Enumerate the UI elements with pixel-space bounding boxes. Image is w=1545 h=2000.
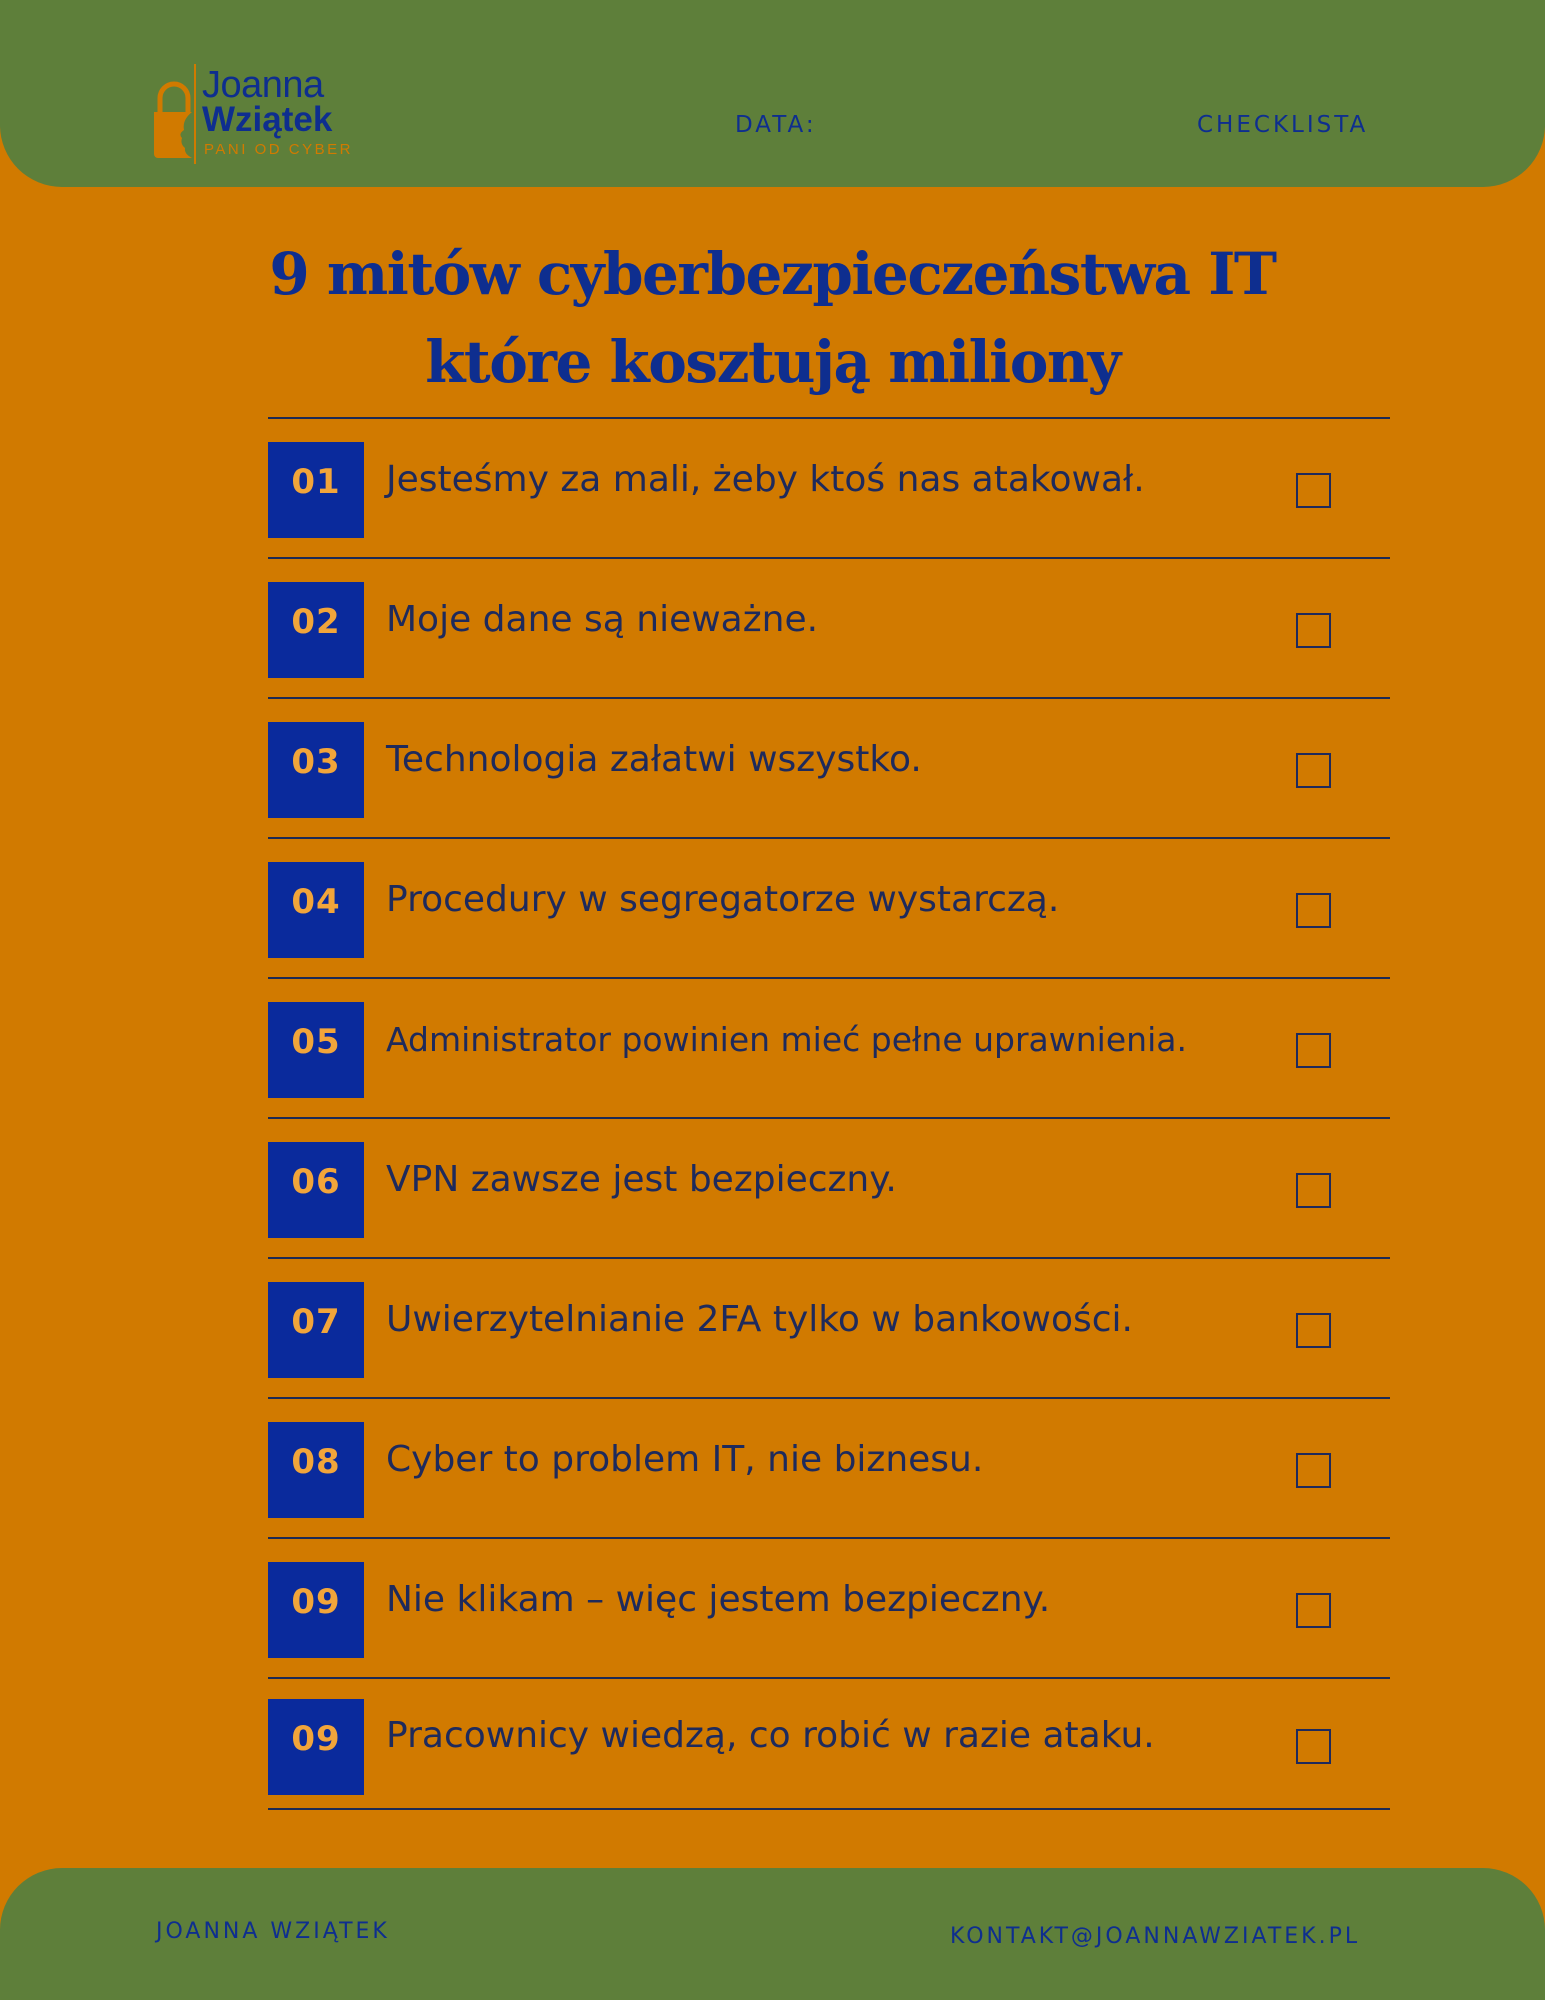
logo-divider bbox=[194, 64, 196, 164]
logo-last-name: Wziątek bbox=[202, 100, 333, 139]
item-text: Nie klikam – więc jestem bezpieczny. bbox=[386, 1579, 1051, 1620]
checklist-item bbox=[268, 1119, 1390, 1257]
item-number-badge: 03 bbox=[268, 722, 364, 818]
item-number-badge: 04 bbox=[268, 862, 364, 958]
item-text: Administrator powinien mieć pełne uprawnienia. bbox=[386, 1020, 1187, 1059]
item-number-badge: 02 bbox=[268, 582, 364, 678]
checklist-item bbox=[268, 1259, 1390, 1397]
item-number-badge: 09 bbox=[268, 1699, 364, 1795]
item-number-badge: 07 bbox=[268, 1282, 364, 1378]
item-text: VPN zawsze jest bezpieczny. bbox=[386, 1159, 897, 1200]
item-text: Uwierzytelnianie 2FA tylko w bankowości. bbox=[386, 1299, 1133, 1340]
logo-first-name: Joanna bbox=[202, 64, 324, 106]
padlock-face-icon bbox=[152, 72, 194, 162]
checklist-item bbox=[268, 559, 1390, 697]
checklist-item bbox=[268, 1539, 1390, 1677]
checkbox[interactable] bbox=[1296, 893, 1331, 928]
checklist-item bbox=[268, 1679, 1390, 1808]
checklist-item bbox=[268, 699, 1390, 837]
checkbox[interactable] bbox=[1296, 1033, 1331, 1068]
item-number-badge: 05 bbox=[268, 1002, 364, 1098]
divider bbox=[268, 1808, 1390, 1810]
page-title bbox=[195, 230, 1350, 406]
doc-type-label: CHECKLISTA bbox=[1197, 112, 1369, 138]
checkbox[interactable] bbox=[1296, 1173, 1331, 1208]
item-number-badge: 09 bbox=[268, 1562, 364, 1658]
checklist-item bbox=[268, 839, 1390, 977]
checklist-item bbox=[268, 1399, 1390, 1537]
item-number-badge: 08 bbox=[268, 1422, 364, 1518]
checkbox[interactable] bbox=[1296, 613, 1331, 648]
checkbox[interactable] bbox=[1296, 473, 1331, 508]
item-text: Pracownicy wiedzą, co robić w razie ataku. bbox=[386, 1715, 1155, 1756]
item-text: Technologia załatwi wszystko. bbox=[386, 739, 922, 780]
checkbox[interactable] bbox=[1296, 753, 1331, 788]
title-line-1: 9 mitów cyberbezpieczeństwa IT bbox=[269, 240, 1276, 308]
item-text: Procedury w segregatorze wystarczą. bbox=[386, 879, 1060, 920]
item-number-badge: 01 bbox=[268, 442, 364, 538]
item-text: Cyber to problem IT, nie biznesu. bbox=[386, 1439, 984, 1480]
myth-checklist bbox=[268, 417, 1390, 1810]
checklist-item bbox=[268, 979, 1390, 1117]
logo-tagline: PANI OD CYBER bbox=[204, 141, 353, 158]
footer-name: JOANNA WZIĄTEK bbox=[156, 1919, 390, 1944]
checkbox[interactable] bbox=[1296, 1313, 1331, 1348]
checkbox[interactable] bbox=[1296, 1729, 1331, 1764]
item-text: Moje dane są nieważne. bbox=[386, 599, 819, 640]
checkbox[interactable] bbox=[1296, 1593, 1331, 1628]
footer-email: KONTAKT@JOANNAWZIATEK.PL bbox=[950, 1924, 1361, 1949]
checklist-item bbox=[268, 419, 1390, 557]
logo bbox=[152, 62, 382, 166]
date-label: DATA: bbox=[735, 112, 817, 138]
checkbox[interactable] bbox=[1296, 1453, 1331, 1488]
item-text: Jesteśmy za mali, żeby ktoś nas atakował. bbox=[386, 459, 1145, 500]
title-line-2: które kosztują miliony bbox=[425, 328, 1120, 396]
item-number-badge: 06 bbox=[268, 1142, 364, 1238]
